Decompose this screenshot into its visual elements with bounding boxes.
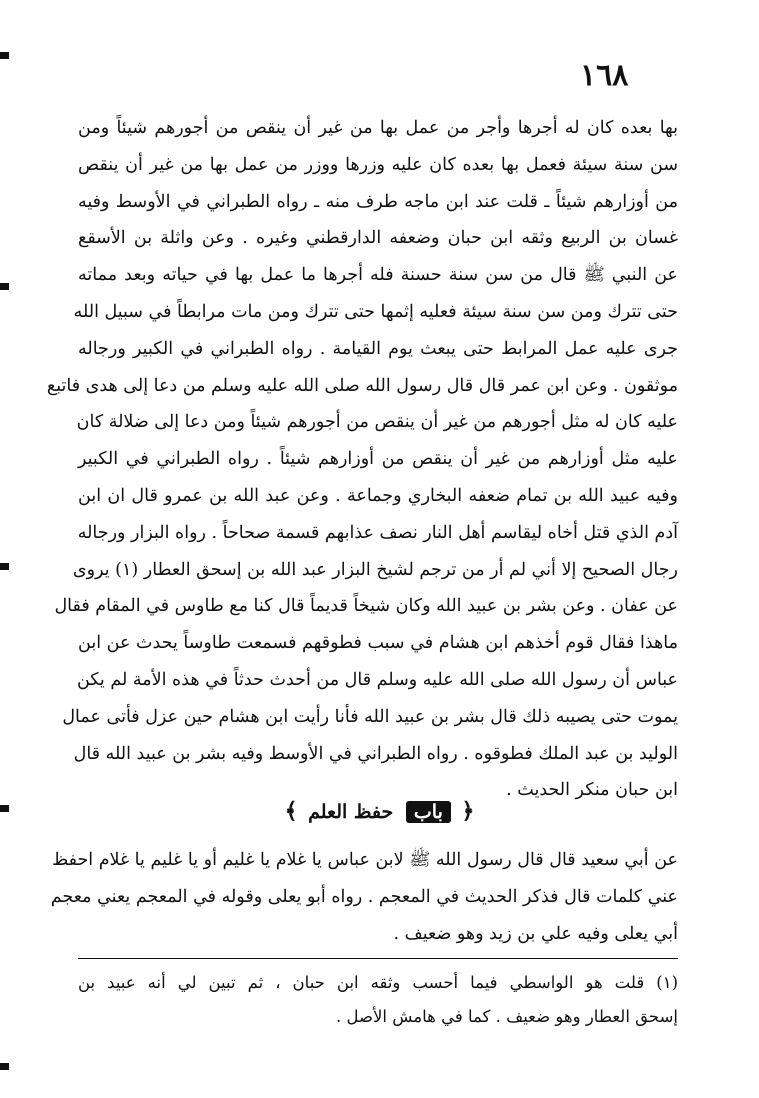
- heading-bracket-open: ﴿: [461, 798, 475, 824]
- text-line: عن أبي سعيد قال قال رسول الله ﷺ لابن عباس يا غلام يا غليم أو يا غليم يا غلام احفظ: [51, 850, 678, 870]
- footnote-divider: [78, 958, 678, 959]
- text-line: يموت حتى يصيبه ذلك قال بشر بن عبيد الله فأنا رأيت ابن هشام حين عزل فأتى عمال: [62, 706, 678, 727]
- text-line: بها بعده كان له أجرها وأجر من عمل بها من غير أن ينقص من أجورهم شيئاً ومن: [78, 118, 678, 138]
- text-line: ماهذا فقال قوم أخذهم ابن هشام في سبب فطوقهم فسمعت طاوساً يحدث عن ابن: [78, 633, 678, 654]
- margin-mark: [0, 52, 9, 59]
- text-line: عن النبي ﷺ قال من سن سنة حسنة فله أجرها ما عمل بها في حياته وبعد مماته: [78, 265, 678, 286]
- margin-mark: [0, 1063, 9, 1070]
- page-number: ١٦٨: [580, 58, 629, 93]
- text-line: سن سنة سيئة فعمل بها بعده كان عليه وزرها ووزر من عمل بها من غير أن ينقص: [78, 154, 678, 175]
- chapter-heading: [0, 798, 759, 824]
- chapter-text-block: [50, 842, 678, 952]
- footnote-line: (١) قلت هو الواسطي فيما أحسب وثقه ابن حبان ، ثم تبين لي أنه عبيد بن: [78, 973, 678, 992]
- text-line: عليه مثل أوزارهم من غير أن ينقص من أوزارهم شيئاً . رواه الطبراني في الكبير: [78, 449, 678, 470]
- heading-bracket-close: ﴾: [284, 798, 298, 824]
- footnote-block: [78, 966, 678, 1034]
- text-line: ابن حبان منكر الحديث .: [506, 780, 678, 801]
- text-line: وفيه عبيد الله بن تمام ضعفه البخاري وجماعة . وعن عبد الله بن عمرو قال ان ابن: [78, 485, 678, 506]
- text-line: الوليد بن عبد الملك فطوقوه . رواه الطبراني في الأوسط وفيه بشر بن عبيد الله قال: [73, 743, 678, 764]
- text-line: من أوزارهم شيئاً ـ قلت عند ابن ماجه طرف منه ـ رواه الطبراني في الأوسط وفيه: [78, 191, 678, 212]
- text-line: حتى تترك ومن سن سنة سيئة فعليه إثمها حتى تترك ومن مات مرابطاً في سبيل الله: [73, 301, 678, 322]
- margin-mark: [0, 283, 9, 290]
- text-line: موثقون . وعن ابن عمر قال قال رسول الله صلى الله عليه وسلم من دعا إلى هدى فاتبع: [46, 375, 678, 396]
- text-line: أبي يعلى وفيه علي بن زيد وهو ضعيف .: [393, 923, 678, 944]
- text-line: عليه كان له مثل أجورهم من غير أن ينقص من أجورهم شيئاً ومن دعا إلى ضلالة كان: [76, 412, 678, 433]
- margin-mark: [0, 563, 9, 570]
- footnote-line: إسحق العطار وهو ضعيف . كما في هامش الأصل .: [335, 1007, 678, 1026]
- text-line: عن عفان . وعن بشر بن عبيد الله وكان شيخاً قديماً قال كنا مع طاوس في المقام فقال: [54, 596, 678, 617]
- text-line: آدم الذي قتل أخاه ليقاسم أهل النار نصف عذابهم قسمة صحاحاً . رواه البزار ورجاله: [77, 522, 678, 543]
- chapter-title: حفظ العلم: [308, 801, 394, 823]
- main-text-block: [46, 110, 678, 809]
- text-line: جرى عليه عمل المرابط حتى يبعث يوم القيامة . رواه الطبراني في الكبير ورجاله: [78, 338, 678, 359]
- chapter-label: باب: [406, 801, 451, 823]
- margin-mark: [0, 805, 9, 812]
- text-line: غسان بن الربيع وثقه ابن حبان وضعفه الدارقطني وغيره . وعن واثلة بن الأسقع: [78, 228, 678, 249]
- text-line: عني كلمات قال فذكر الحديث في المعجم . رواه أبو يعلى وقوله في المعجم يعني معجم: [50, 886, 678, 907]
- text-line: رجال الصحيح إلا أني لم أر من ترجم لشيخ البزار عبد الله بن إسحق العطار (١) يروى: [72, 559, 678, 580]
- text-line: عباس أن رسول الله صلى الله عليه وسلم قال من أحدث حدثاً في هذه الأمة لم يكن: [76, 669, 678, 690]
